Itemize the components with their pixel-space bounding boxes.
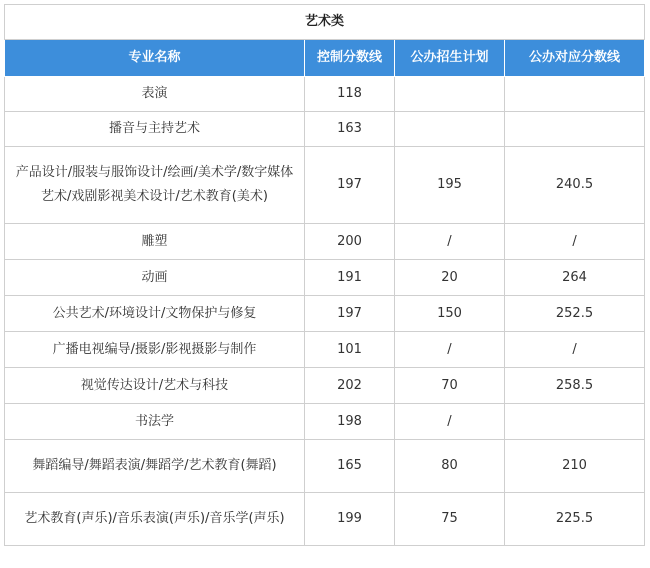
table-row (5, 260, 645, 296)
table-row (5, 112, 645, 147)
cell-control-score: 165 (305, 440, 395, 493)
cell-major: 雕塑 (5, 224, 305, 260)
cell-public-plan: / (395, 224, 505, 260)
table-row (5, 224, 645, 260)
cell-public-plan (395, 112, 505, 147)
cell-public-score: 225.5 (505, 493, 645, 546)
admission-score-table (4, 4, 645, 546)
table-row (5, 147, 645, 224)
cell-control-score: 197 (305, 147, 395, 224)
cell-public-score: / (505, 332, 645, 368)
cell-public-score: 240.5 (505, 147, 645, 224)
cell-control-score: 191 (305, 260, 395, 296)
cell-control-score: 199 (305, 493, 395, 546)
cell-public-plan: 195 (395, 147, 505, 224)
table-row (5, 77, 645, 112)
table-row (5, 493, 645, 546)
cell-control-score: 118 (305, 77, 395, 112)
cell-public-plan: 75 (395, 493, 505, 546)
cell-major: 视觉传达设计/艺术与科技 (5, 368, 305, 404)
table-row (5, 440, 645, 493)
cell-public-score: 258.5 (505, 368, 645, 404)
cell-public-plan: / (395, 332, 505, 368)
cell-major: 书法学 (5, 404, 305, 440)
cell-major: 公共艺术/环境设计/文物保护与修复 (5, 296, 305, 332)
cell-public-plan: 20 (395, 260, 505, 296)
table-row (5, 404, 645, 440)
cell-control-score: 200 (305, 224, 395, 260)
cell-public-score: 252.5 (505, 296, 645, 332)
table-row (5, 332, 645, 368)
cell-public-plan: 150 (395, 296, 505, 332)
table-row (5, 296, 645, 332)
cell-public-score: / (505, 224, 645, 260)
cell-public-plan (395, 77, 505, 112)
cell-public-plan: 70 (395, 368, 505, 404)
cell-major: 动画 (5, 260, 305, 296)
cell-major: 舞蹈编导/舞蹈表演/舞蹈学/艺术教育(舞蹈) (5, 440, 305, 493)
cell-public-score (505, 404, 645, 440)
cell-control-score: 101 (305, 332, 395, 368)
cell-major: 播音与主持艺术 (5, 112, 305, 147)
cell-public-plan: / (395, 404, 505, 440)
table-title-row (5, 5, 645, 40)
cell-control-score: 163 (305, 112, 395, 147)
cell-public-score: 264 (505, 260, 645, 296)
cell-major: 表演 (5, 77, 305, 112)
cell-major: 艺术教育(声乐)/音乐表演(声乐)/音乐学(声乐) (5, 493, 305, 546)
cell-public-plan: 80 (395, 440, 505, 493)
header-control-score: 控制分数线 (305, 40, 395, 77)
header-public-score: 公办对应分数线 (505, 40, 645, 77)
cell-control-score: 202 (305, 368, 395, 404)
cell-major: 广播电视编导/摄影/影视摄影与制作 (5, 332, 305, 368)
cell-public-score (505, 77, 645, 112)
cell-major: 产品设计/服装与服饰设计/绘画/美术学/数字媒体艺术/戏剧影视美术设计/艺术教育(美术) (5, 147, 305, 224)
cell-control-score: 198 (305, 404, 395, 440)
table-header-row (5, 40, 645, 77)
header-major-name: 专业名称 (5, 40, 305, 77)
table-row (5, 368, 645, 404)
table-title: 艺术类 (5, 5, 645, 40)
admission-table-container (4, 4, 644, 546)
cell-control-score: 197 (305, 296, 395, 332)
header-public-plan: 公办招生计划 (395, 40, 505, 77)
cell-public-score: 210 (505, 440, 645, 493)
cell-public-score (505, 112, 645, 147)
